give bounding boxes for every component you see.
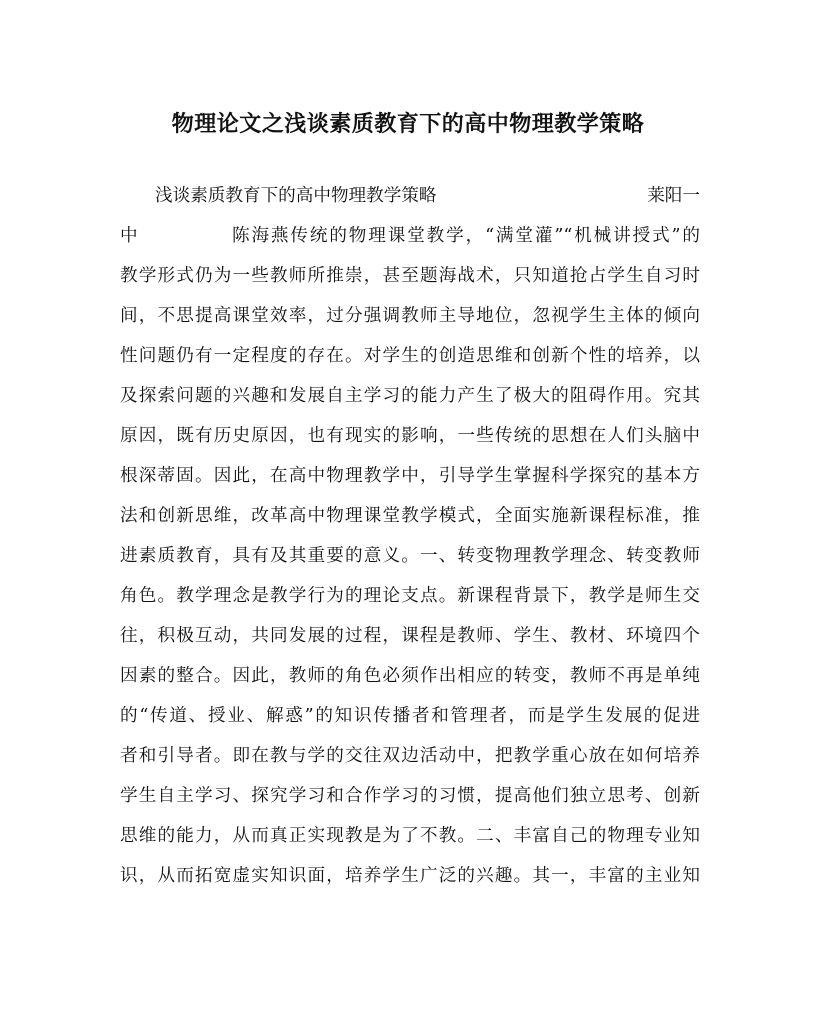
body-paragraph bbox=[120, 256, 700, 896]
body-line: 的“传道、授业、解惑”的知识传播者和管理者，而是学生发展的促进 bbox=[120, 706, 700, 726]
body-line: 学生自主学习、探究学习和合作学习的习惯，提高他们独立思考、创新 bbox=[120, 786, 700, 806]
body-line: 进素质教育，具有及其重要的意义。一、转变物理教学理念、转变教师 bbox=[120, 546, 700, 566]
body-line: 者和引导者。即在教与学的交往双边活动中，把教学重心放在如何培养 bbox=[120, 746, 700, 766]
body-line: 间，不思提高课堂效率，过分强调教师主导地位，忽视学生主体的倾向 bbox=[120, 306, 700, 326]
body-line: 往，积极互动，共同发展的过程，课程是教师、学生、教材、环境四个 bbox=[120, 626, 700, 646]
body-line: 原因，既有历史原因，也有现实的影响，一些传统的思想在人们头脑中 bbox=[120, 426, 700, 446]
body-line: 根深蒂固。因此，在高中物理教学中，引导学生掌握科学探究的基本方 bbox=[120, 466, 700, 486]
school-name-part2: 中 bbox=[120, 226, 138, 246]
body-line: 法和创新思维，改革高中物理课堂教学模式，全面实施新课程标准，推 bbox=[120, 506, 700, 526]
school-name-part1: 莱阳一 bbox=[647, 186, 700, 206]
body-line: 因素的整合。因此，教师的角色必须作出相应的转变，教师不再是单纯 bbox=[120, 666, 700, 686]
document-subtitle: 浅谈素质教育下的高中物理教学策略 bbox=[155, 186, 437, 206]
author-line bbox=[120, 216, 700, 256]
body-line: 教学形式仍为一些教师所推崇，甚至题海战术，只知道抢占学生自习时 bbox=[120, 266, 700, 286]
subtitle-line bbox=[120, 176, 700, 216]
body-line: 角色。教学理念是教学行为的理论支点。新课程背景下，教学是师生交 bbox=[120, 586, 700, 606]
document-title: 物理论文之浅谈素质教育下的高中物理教学策略 bbox=[171, 111, 645, 137]
body-line: 识，从而拓宽虚实知识面，培养学生广泛的兴趣。其一，丰富的主业知 bbox=[120, 866, 700, 886]
document-body bbox=[120, 176, 700, 896]
body-line: 性问题仍有一定程度的存在。对学生的创造思维和创新个性的培养，以 bbox=[120, 346, 700, 366]
body-line: 及探索问题的兴趣和发展自主学习的能力产生了极大的阻碍作用。究其 bbox=[120, 386, 700, 406]
body-line: 思维的能力，从而真正实现教是为了不教。二、丰富自己的物理专业知 bbox=[120, 826, 700, 846]
opening-text: 陈海燕传统的物理课堂教学，“满堂灌”“机械讲授式”的 bbox=[232, 226, 700, 246]
